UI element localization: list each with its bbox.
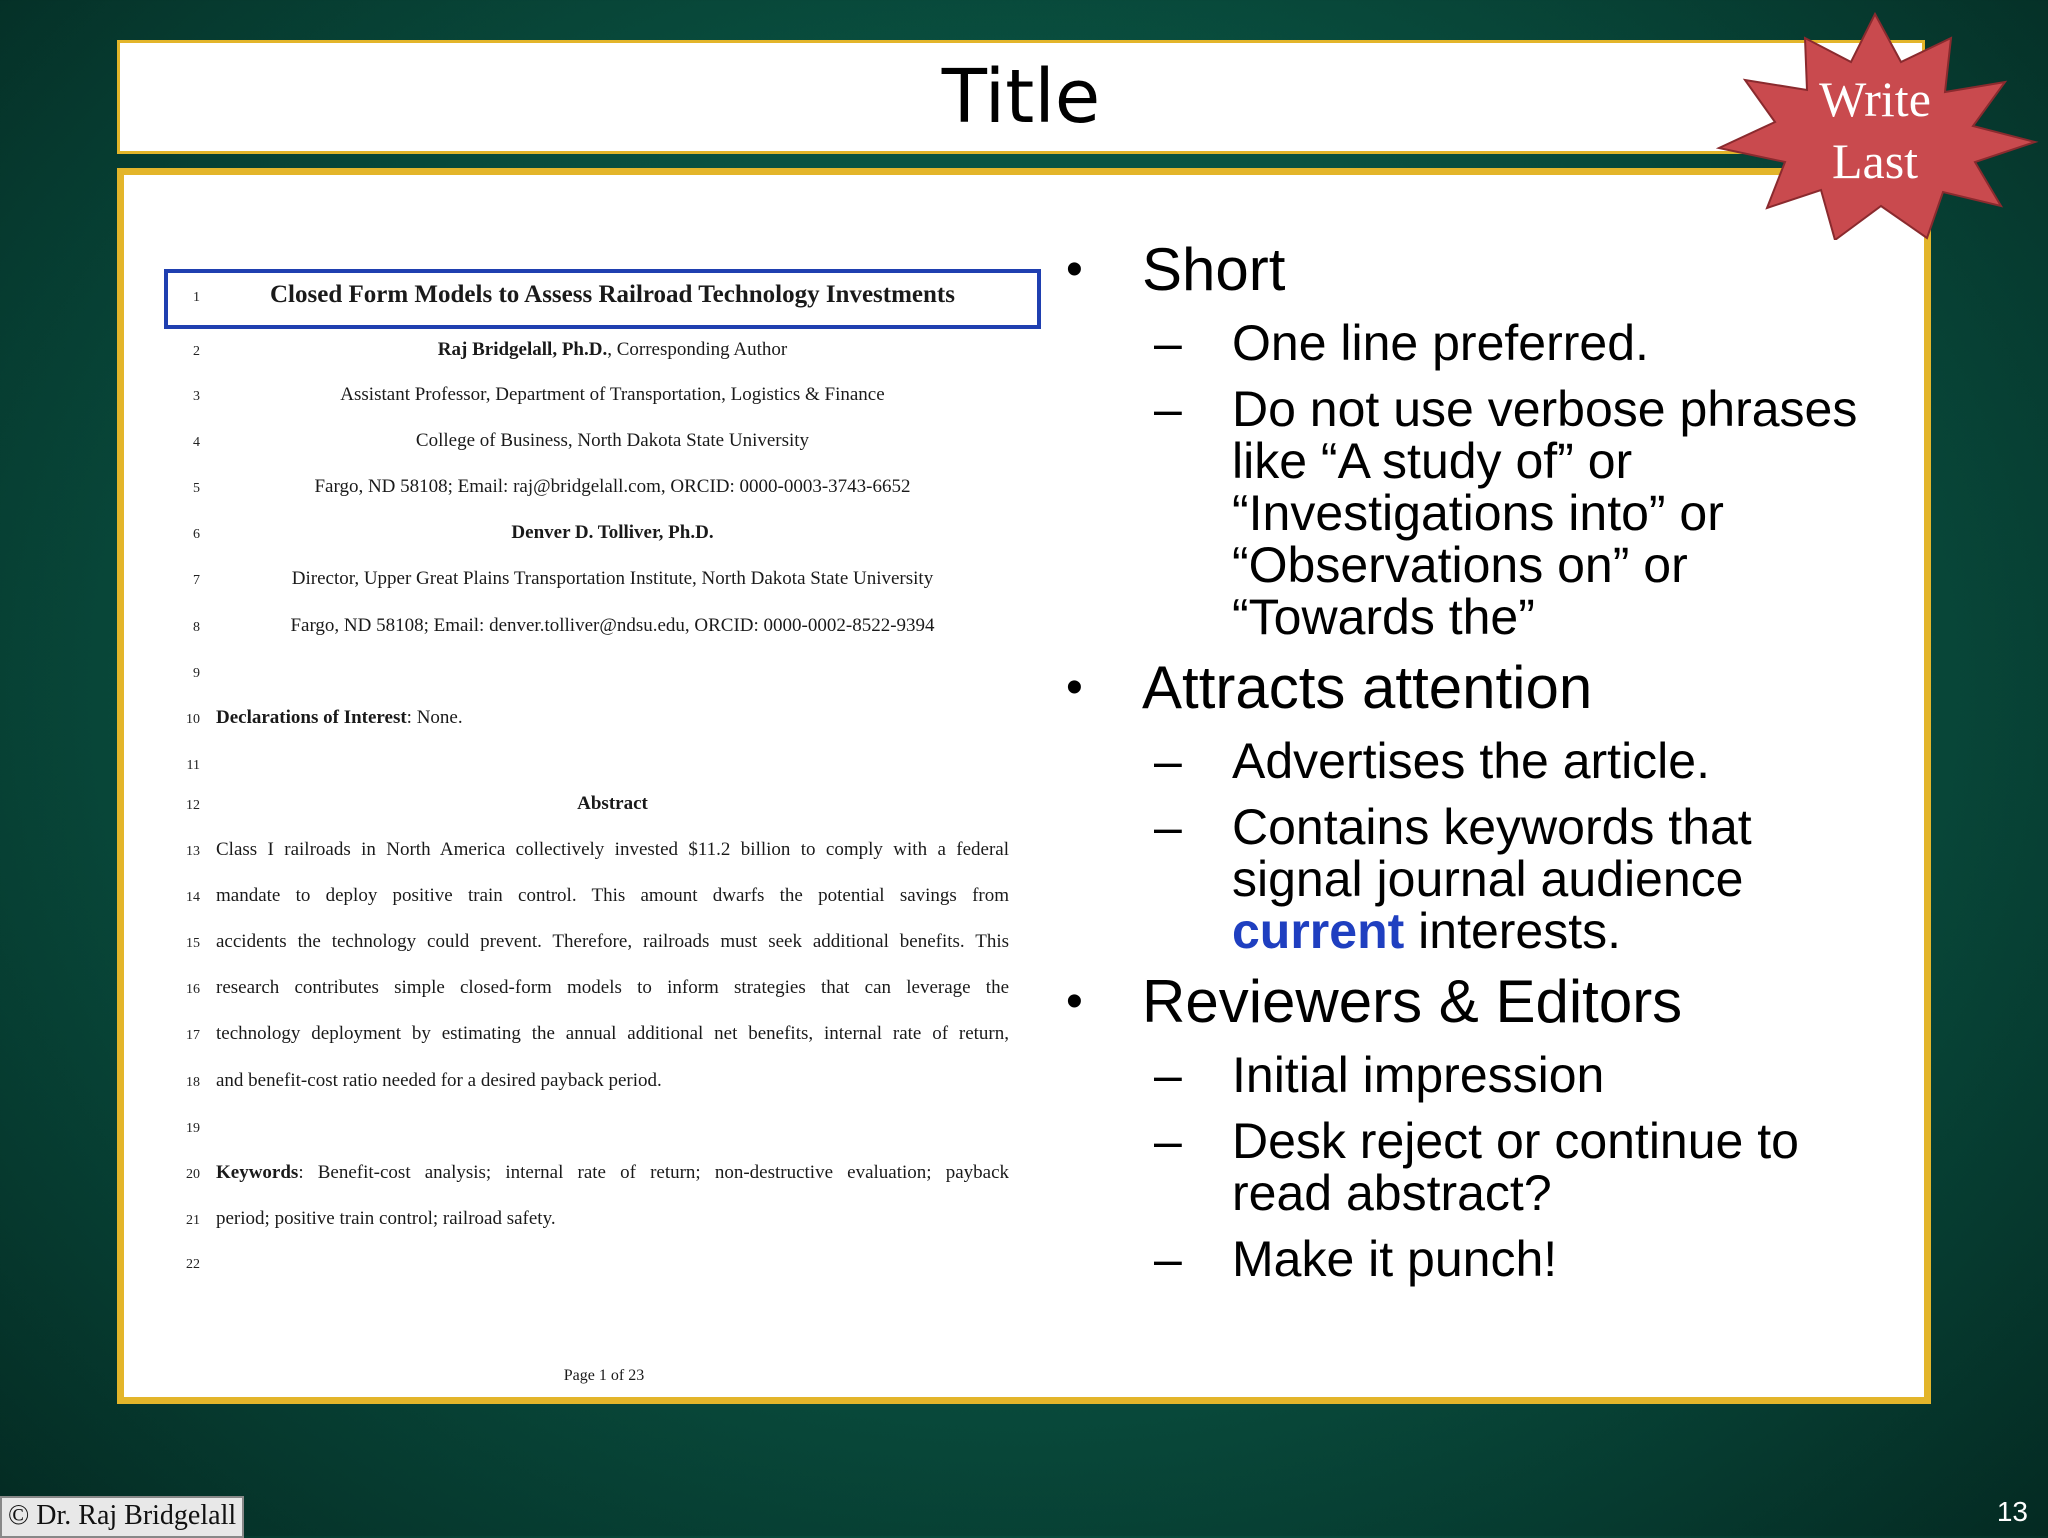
dash-icon: – — [1154, 733, 1182, 789]
bullet-list — [1054, 237, 1894, 1285]
sub-bullet — [1054, 1233, 1894, 1285]
paper-line — [164, 384, 1044, 414]
paper-line — [164, 476, 1044, 506]
keywords-text: : Benefit-cost analysis; internal rate of return; non-destructive evaluation; payback — [298, 1162, 1009, 1183]
slide-number: 13 — [1996, 1496, 2028, 1527]
line-number: 21 — [186, 1213, 200, 1228]
dash-icon: – — [1154, 381, 1182, 437]
line-number: 18 — [186, 1075, 200, 1090]
copyright-notice: © Dr. Raj Bridgelall — [0, 1496, 244, 1538]
paper-line — [164, 707, 1044, 737]
keywords-label: Keywords — [216, 1162, 299, 1183]
line-number: 17 — [186, 1028, 200, 1043]
author-name: Raj Bridgelall, Ph.D. — [437, 339, 608, 360]
line-number: 11 — [186, 758, 200, 773]
paper-line — [164, 661, 1044, 691]
paper-line-text: Director, Upper Great Plains Transportation Institute, North Dakota State University — [291, 568, 934, 589]
declarations-value: : None. — [406, 707, 463, 728]
paper-page-number: Page 1 of 23 — [563, 1367, 645, 1384]
line-number: 2 — [193, 344, 200, 359]
line-number: 9 — [193, 666, 200, 681]
slide-title: Title — [941, 54, 1101, 140]
sub-bullet-text: Make it punch! — [1232, 1231, 1558, 1287]
abstract-heading: Abstract — [577, 793, 648, 814]
abstract-text: technology deployment by estimating the annual additional net benefits, internal rate of return, — [216, 1023, 1009, 1044]
line-number: 3 — [193, 389, 200, 404]
line-number: 10 — [186, 712, 200, 727]
abstract-text: Class I railroads in North America collectively invested $11.2 billion to comply with a federal — [216, 839, 1009, 860]
line-number: 5 — [193, 481, 200, 496]
bullet-heading: Attracts attention — [1142, 654, 1593, 721]
paper-excerpt — [164, 215, 1044, 1385]
paper-line-text: Fargo, ND 58108; Email: raj@bridgelall.com, ORCID: 0000-0003-3743-6652 — [314, 476, 911, 497]
paper-title: Closed Form Models to Assess Railroad Technology Investments — [270, 281, 955, 308]
sub-bullet-text: Contains keywords that signal journal audience — [1232, 799, 1752, 907]
paper-line — [164, 430, 1044, 460]
dash-icon: – — [1154, 1231, 1182, 1287]
sub-bullet — [1054, 1115, 1894, 1219]
sub-bullet — [1054, 1049, 1894, 1101]
sub-bullet-text: One line preferred. — [1232, 315, 1649, 371]
line-number: 1 — [193, 290, 200, 305]
bullet-dot-icon: • — [1066, 243, 1083, 296]
author-role: , Corresponding Author — [607, 339, 788, 360]
emphasis-current: current — [1232, 903, 1405, 959]
paper-line — [164, 281, 1044, 315]
sub-bullet-text: Do not use verbose phrases like “A study of” or “Investigations into” or “Observations on” or “Towards the” — [1232, 381, 1858, 645]
dash-icon: – — [1154, 315, 1182, 371]
sub-bullet-text: Advertises the article. — [1232, 733, 1710, 789]
paper-line — [164, 1070, 1044, 1100]
paper-line — [164, 1252, 1044, 1282]
abstract-text: mandate to deploy positive train control. This amount dwarfs the potential savings from — [216, 885, 1009, 906]
paper-line-text: Assistant Professor, Department of Transportation, Logistics & Finance — [340, 384, 885, 405]
content-panel — [117, 168, 1931, 1404]
line-number: 4 — [193, 435, 200, 450]
paper-line-text: College of Business, North Dakota State University — [415, 430, 810, 451]
bullet-dot-icon: • — [1066, 661, 1083, 714]
paper-line — [164, 1116, 1044, 1146]
line-number: 20 — [186, 1167, 200, 1182]
keywords-text: period; positive train control; railroad safety. — [216, 1208, 556, 1229]
badge-line-1: Write — [1819, 71, 1931, 127]
paper-line — [164, 977, 1044, 1007]
declarations-label: Declarations of Interest — [216, 707, 407, 728]
line-number: 22 — [186, 1257, 200, 1272]
sub-bullet-text: Initial impression — [1232, 1047, 1605, 1103]
slide-title-bar — [117, 40, 1925, 154]
sub-bullet — [1054, 801, 1894, 957]
dash-icon: – — [1154, 799, 1182, 855]
line-number: 7 — [193, 573, 200, 588]
line-number: 19 — [186, 1121, 200, 1136]
bullet-attracts-attention — [1054, 655, 1894, 721]
bullet-short — [1054, 237, 1894, 303]
line-number: 12 — [186, 798, 200, 813]
abstract-text: and benefit-cost ratio needed for a desired payback period. — [216, 1070, 662, 1091]
badge-line-2: Last — [1831, 133, 1919, 189]
paper-line — [164, 1208, 1044, 1238]
abstract-text: research contributes simple closed-form models to inform strategies that can leverage the — [216, 977, 1009, 998]
paper-line — [164, 839, 1044, 869]
paper-line — [164, 568, 1044, 598]
bullet-reviewers-editors — [1054, 969, 1894, 1035]
paper-line — [164, 1023, 1044, 1053]
paper-line — [164, 339, 1044, 369]
paper-line — [164, 522, 1044, 552]
line-number: 15 — [186, 936, 200, 951]
sub-bullet-text: interests. — [1404, 903, 1622, 959]
coauthor-name: Denver D. Tolliver, Ph.D. — [511, 522, 714, 543]
paper-line-text: Fargo, ND 58108; Email: denver.tolliver@ndsu.edu, ORCID: 0000-0002-8522-9394 — [290, 615, 935, 636]
bullet-heading: Short — [1142, 236, 1286, 303]
line-number: 8 — [193, 620, 200, 635]
bullet-heading: Reviewers & Editors — [1142, 968, 1683, 1035]
sub-bullet — [1054, 383, 1894, 643]
line-number: 13 — [186, 844, 200, 859]
paper-line — [164, 885, 1044, 915]
line-number: 6 — [193, 527, 200, 542]
sub-bullet — [1054, 317, 1894, 369]
sub-bullet — [1054, 735, 1894, 787]
sub-bullet-text: Desk reject or continue to read abstract? — [1232, 1113, 1799, 1221]
paper-line — [164, 615, 1044, 645]
paper-line — [164, 931, 1044, 961]
write-last-badge — [1705, 10, 2045, 240]
paper-line — [164, 793, 1044, 823]
paper-line — [164, 1162, 1044, 1192]
bullet-dot-icon: • — [1066, 975, 1083, 1028]
dash-icon: – — [1154, 1113, 1182, 1169]
paper-line — [164, 753, 1044, 783]
line-number: 14 — [186, 890, 200, 905]
line-number: 16 — [186, 982, 200, 997]
abstract-text: accidents the technology could prevent. Therefore, railroads must seek additional benefits. This — [216, 931, 1009, 952]
dash-icon: – — [1154, 1047, 1182, 1103]
